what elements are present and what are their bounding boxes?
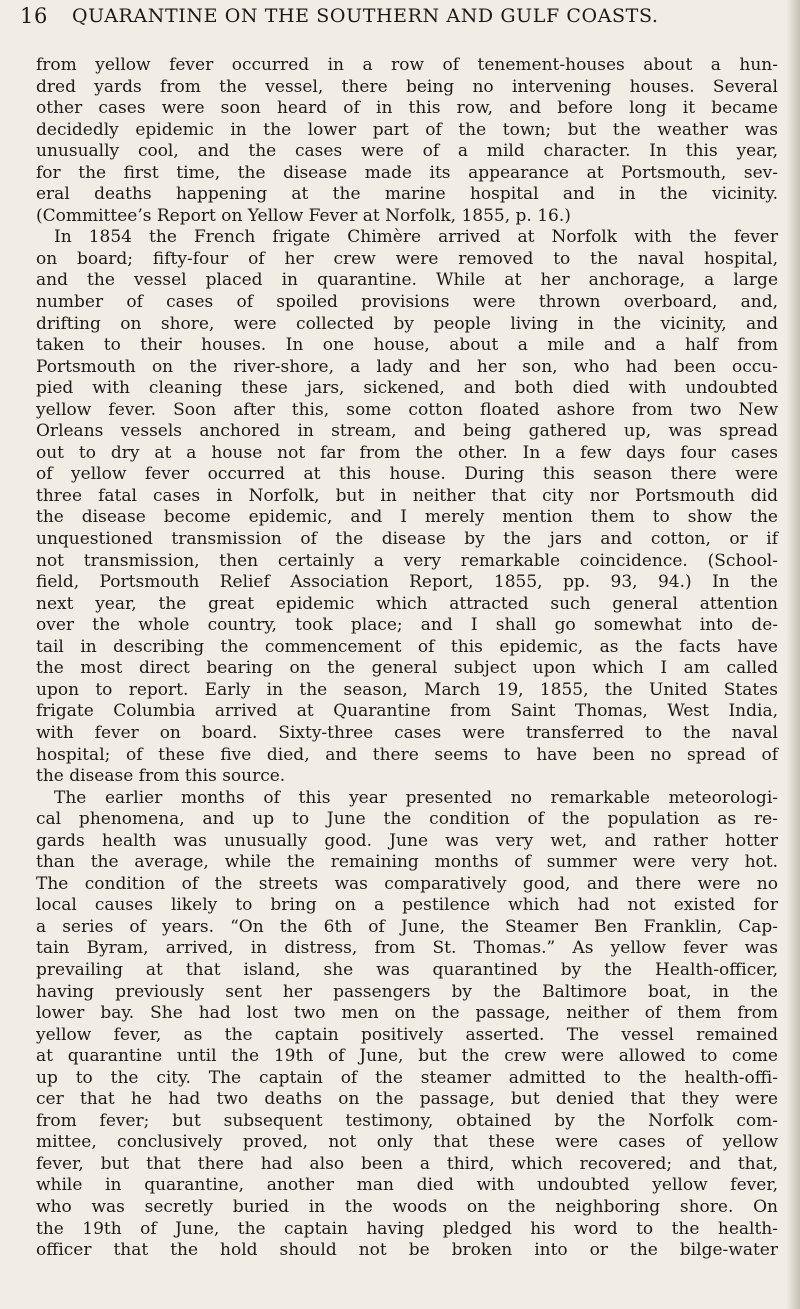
text-line: pied with cleaning these jars, sickened, and both died with undoubted <box>36 378 778 399</box>
text-line: upon to report. Early in the season, March 19, 1855, the United States <box>36 679 778 700</box>
page-edge-shadow <box>786 0 800 1309</box>
text-line: field, Portsmouth Relief Association Report, 1855, pp. 93, 94.) In the <box>36 572 778 593</box>
page-number: 16 <box>20 4 48 28</box>
text-line: and the vessel placed in quarantine. While at her anchorage, a large <box>36 270 778 291</box>
text-line: on board; fifty-four of her crew were removed to the naval hospital, <box>36 248 778 269</box>
text-line: three fatal cases in Norfolk, but in neither that city nor Portsmouth did <box>36 485 778 506</box>
text-line: out to dry at a house not far from the other. In a few days four cases <box>36 442 778 463</box>
text-line: the disease from this source. <box>36 766 286 787</box>
text-line: while in quarantine, another man died with undoubted yellow fever, <box>36 1175 778 1196</box>
text-line: with fever on board. Sixty-three cases were transferred to the naval <box>36 722 778 743</box>
text-line: frigate Columbia arrived at Quarantine from Saint Thomas, West India, <box>36 701 778 722</box>
text-line: officer that the hold should not be broken into or the bilge-water <box>36 1240 778 1261</box>
text-line: over the whole country, took place; and I shall go somewhat into de- <box>36 615 778 636</box>
text-line: number of cases of spoiled provisions were thrown overboard, and, <box>36 292 778 313</box>
text-line: drifting on shore, were collected by people living in the vicinity, and <box>36 313 778 334</box>
text-line: cal phenomena, and up to June the condition of the population as re- <box>36 809 778 830</box>
text-line: not transmission, then certainly a very remarkable coincidence. (School- <box>36 550 778 571</box>
text-line: The earlier months of this year presented no remarkable meteorologi- <box>54 787 778 808</box>
text-line: than the average, while the remaining months of summer were very hot. <box>36 852 778 873</box>
text-line: a series of years. “On the 6th of June, the Steamer Ben Franklin, Cap- <box>36 916 778 937</box>
text-line: gards health was unusually good. June was very wet, and rather hotter <box>36 830 778 851</box>
text-line: prevailing at that island, she was quarantined by the Health-officer, <box>36 959 778 980</box>
body-text <box>36 55 778 1262</box>
text-line: taken to their houses. In one house, about a mile and a half from <box>36 335 778 356</box>
text-line: In 1854 the French frigate Chimère arrived at Norfolk with the fever <box>54 227 778 248</box>
text-line: unquestioned transmission of the disease by the jars and cotton, or if <box>36 529 778 550</box>
text-line: next year, the great epidemic which attracted such general attention <box>36 593 778 614</box>
text-line: lower bay. She had lost two men on the passage, neither of them from <box>36 1003 778 1024</box>
text-line: who was secretly buried in the woods on the neighboring shore. On <box>36 1196 778 1217</box>
text-line: the 19th of June, the captain having pledged his word to the health- <box>36 1218 778 1239</box>
text-line: eral deaths happening at the marine hospital and in the vicinity. <box>36 184 778 205</box>
text-line: for the first time, the disease made its appearance at Portsmouth, sev- <box>36 162 778 183</box>
text-line: Portsmouth on the river-shore, a lady and her son, who had been occu- <box>36 356 778 377</box>
text-line: having previously sent her passengers by the Baltimore boat, in the <box>36 981 778 1002</box>
text-line: fever, but that there had also been a third, which recovered; and that, <box>36 1153 778 1174</box>
text-line: mittee, conclusively proved, not only that these were cases of yellow <box>36 1132 778 1153</box>
text-line: (Committee’s Report on Yellow Fever at Norfolk, 1855, p. 16.) <box>36 205 571 226</box>
text-line: unusually cool, and the cases were of a mild character. In this year, <box>36 141 778 162</box>
text-line: the most direct bearing on the general subject upon which I am called <box>36 658 778 679</box>
text-line: tain Byram, arrived, in distress, from St. Thomas.” As yellow fever was <box>36 938 778 959</box>
text-line: Orleans vessels anchored in stream, and being gathered up, was spread <box>36 421 778 442</box>
text-line: from yellow fever occurred in a row of tenement-houses about a hun- <box>36 55 778 75</box>
text-line: decidedly epidemic in the lower part of the town; but the weather was <box>36 119 778 140</box>
text-line: up to the city. The captain of the steamer admitted to the health-offi- <box>36 1067 778 1088</box>
text-line: cer that he had two deaths on the passage, but denied that they were <box>36 1089 778 1110</box>
text-line: of yellow fever occurred at this house. During this season there were <box>36 464 778 485</box>
text-line: other cases were soon heard of in this row, and before long it became <box>36 98 778 119</box>
text-line: at quarantine until the 19th of June, but the crew were allowed to come <box>36 1046 778 1067</box>
text-line: from fever; but subsequent testimony, obtained by the Norfolk com- <box>36 1110 778 1131</box>
text-line: tail in describing the commencement of this epidemic, as the facts have <box>36 636 778 657</box>
text-line: yellow fever, as the captain positively asserted. The vessel remained <box>36 1024 778 1045</box>
text-line: yellow fever. Soon after this, some cotton floated ashore from two New <box>36 399 778 420</box>
text-line: dred yards from the vessel, there being no intervening houses. Several <box>36 76 778 97</box>
running-title: QUARANTINE ON THE SOUTHERN AND GULF COASTS. <box>72 5 659 27</box>
text-line: the disease become epidemic, and I merely mention them to show the <box>36 507 778 528</box>
text-line: local causes likely to bring on a pestilence which had not existed for <box>36 895 778 916</box>
page-header <box>20 4 780 32</box>
text-line: The condition of the streets was comparatively good, and there were no <box>36 873 778 894</box>
text-line: hospital; of these five died, and there seems to have been no spread of <box>36 744 778 765</box>
